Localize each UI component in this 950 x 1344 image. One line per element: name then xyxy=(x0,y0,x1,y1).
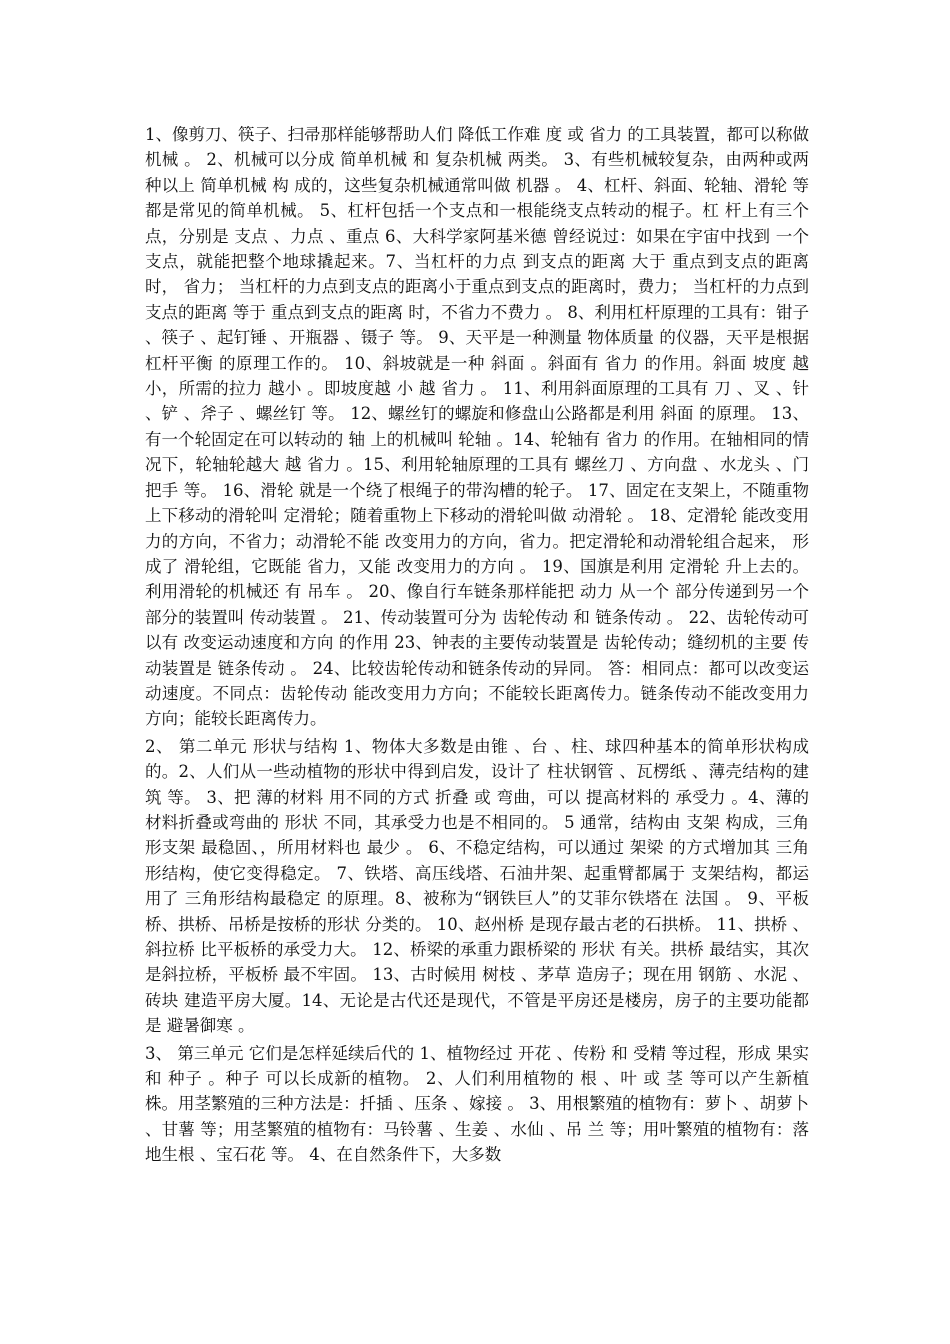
paragraph-unit-3: 3、 第三单元 它们是怎样延续后代的 1、植物经过 开花 、传粉 和 受精 等过程，形成 果实 和 种子 。种子 可以长成新的植物。 2、人们利用植物的 根 、叶 或 茎 等可以产生新植株。用茎繁殖的三种方法是：扦插 、压条 、嫁接 。 3、用根繁殖的植物有：萝卜 、胡萝卜 、甘薯 等；用茎繁殖的植物有：马铃薯 、生姜 、水仙 、吊 兰 等；用叶繁殖的植物有：落地生根 、宝石花 等。 4、在自然条件下，大多数 xyxy=(145,1043,809,1165)
paragraph-unit-2: 2、 第二单元 形状与结构 1、物体大多数是由锥 、台 、柱、球四种基本的简单形状构成的。2、人们从一些动植物的形状中得到启发，设计了 柱状钢管 、瓦楞纸 、薄壳结构的建筑 等。 3、把 薄的材料 用不同的方式 折叠 或 弯曲，可以 提高材料的 承受力 。4、薄的材料折叠或弯曲的 形状 不同，其承受力也是不相同的。 5 通常，结构由 支架 构成，三角形支架 最稳固、，所用材料也 最少 。 6、不稳定结构，可以通过 架梁 的方式增加其 三角形结构，使它变得稳定。 7、铁塔、高压线塔、石油井架、起重臂都属于 支架结构，都运用了 三角形结构最稳定 的原理。8、被称为“钢铁巨人”的艾菲尔铁塔在 法国 。 9、平板桥、拱桥、吊桥是按桥的形状 分类的。 10、赵州桥 是现存最古老的石拱桥。 11、拱桥 、斜拉桥 比平板桥的承受力大。 12、桥梁的承重力跟桥梁的 形状 有关。拱桥 最结实，其次是斜拉桥，平板桥 最不牢固。 13、古时候用 树枝 、茅草 造房子；现在用 钢筋 、水泥 、砖块 建造平房大厦。14、无论是古代还是现代，不管是平房还是楼房，房子的主要功能都是 避暑御寒 。 xyxy=(145,736,809,1036)
paragraph-unit-1: 1、像剪刀、筷子、扫帚那样能够帮助人们 降低工作难 度 或 省力 的工具装置，都可以称做 机械 。 2、机械可以分成 简单机械 和 复杂机械 两类。 3、有些机械较复杂，由两种或两种以上 简单机械 构 成的，这些复杂机械通常叫做 机器 。 4、杠杆、斜面、轮轴、滑轮 等都是常见的简单机械。 5、杠杆包括一个支点和一根能绕支点转动的棍子。杠 杆上有三个点，分别是 支点 、力点 、重点 6、大科学家阿基米德 曾经说过：如果在宇宙中找到 一个支点，就能把整个地球撬起来。7、当杠杆的力点 到支点的距离 大于 重点到支点的距离时， 省力； 当杠杆的力点到支点的距离小于重点到支点的距离时，费力； 当杠杆的力点到支点的距离 等于 重点到支点的距离 时，不省力不费力 。 8、利用杠杆原理的工具有：钳子 、筷子 、起钉锤 、开瓶器 、镊子 等。 9、天平是一种测量 物体质量 的仪器，天平是根据 杠杆平衡 的原理工作的。 10、斜坡就是一种 斜面 。斜面有 省力 的作用。斜面 坡度 越小，所需的拉力 越小 。即坡度越 小 越 省力 。 11、利用斜面原理的工具有 刀 、叉 、针 、铲 、斧子 、螺丝钉 等。 12、螺丝钉的螺旋和修盘山公路都是利用 斜面 的原理。 13、有一个轮固定在可以转动的 轴 上的机械叫 轮轴 。14、轮轴有 省力 的作用。在轴相同的情况下，轮轴轮越大 越 省力 。15、利用轮轴原理的工具有 螺丝刀 、方向盘 、水龙头 、门把手 等。 16、滑轮 就是一个绕了根绳子的带沟槽的轮子。 17、固定在支架上，不随重物上下移动的滑轮叫 定滑轮；随着重物上下移动的滑轮叫做 动滑轮 。 18、定滑轮 能改变用力的方向，不省力；动滑轮不能 改变用力的方向，省力。把定滑轮和动滑轮组合起来， 形成了 滑轮组，它既能 省力，又能 改变用力的方向 。 19、国旗是利用 定滑轮 升上去的。利用滑轮的机械还 有 吊车 。 20、像自行车链条那样能把 动力 从一个 部分传递到另一个部分的装置叫 传动装置 。 21、传动装置可分为 齿轮传动 和 链条传动 。 22、齿轮传动可以有 改变运动速度和方向 的作用 23、钟表的主要传动装置是 齿轮传动；缝纫机的主要 传动装置是 链条传动 。 24、比较齿轮传动和链条传动的异同。 答：相同点：都可以改变运动速度。不同点：齿轮传动 能改变用力方向；不能较长距离传力。链条传动不能改变用力方向；能较长距离传力。 xyxy=(145,125,809,729)
document-body xyxy=(145,122,809,1168)
